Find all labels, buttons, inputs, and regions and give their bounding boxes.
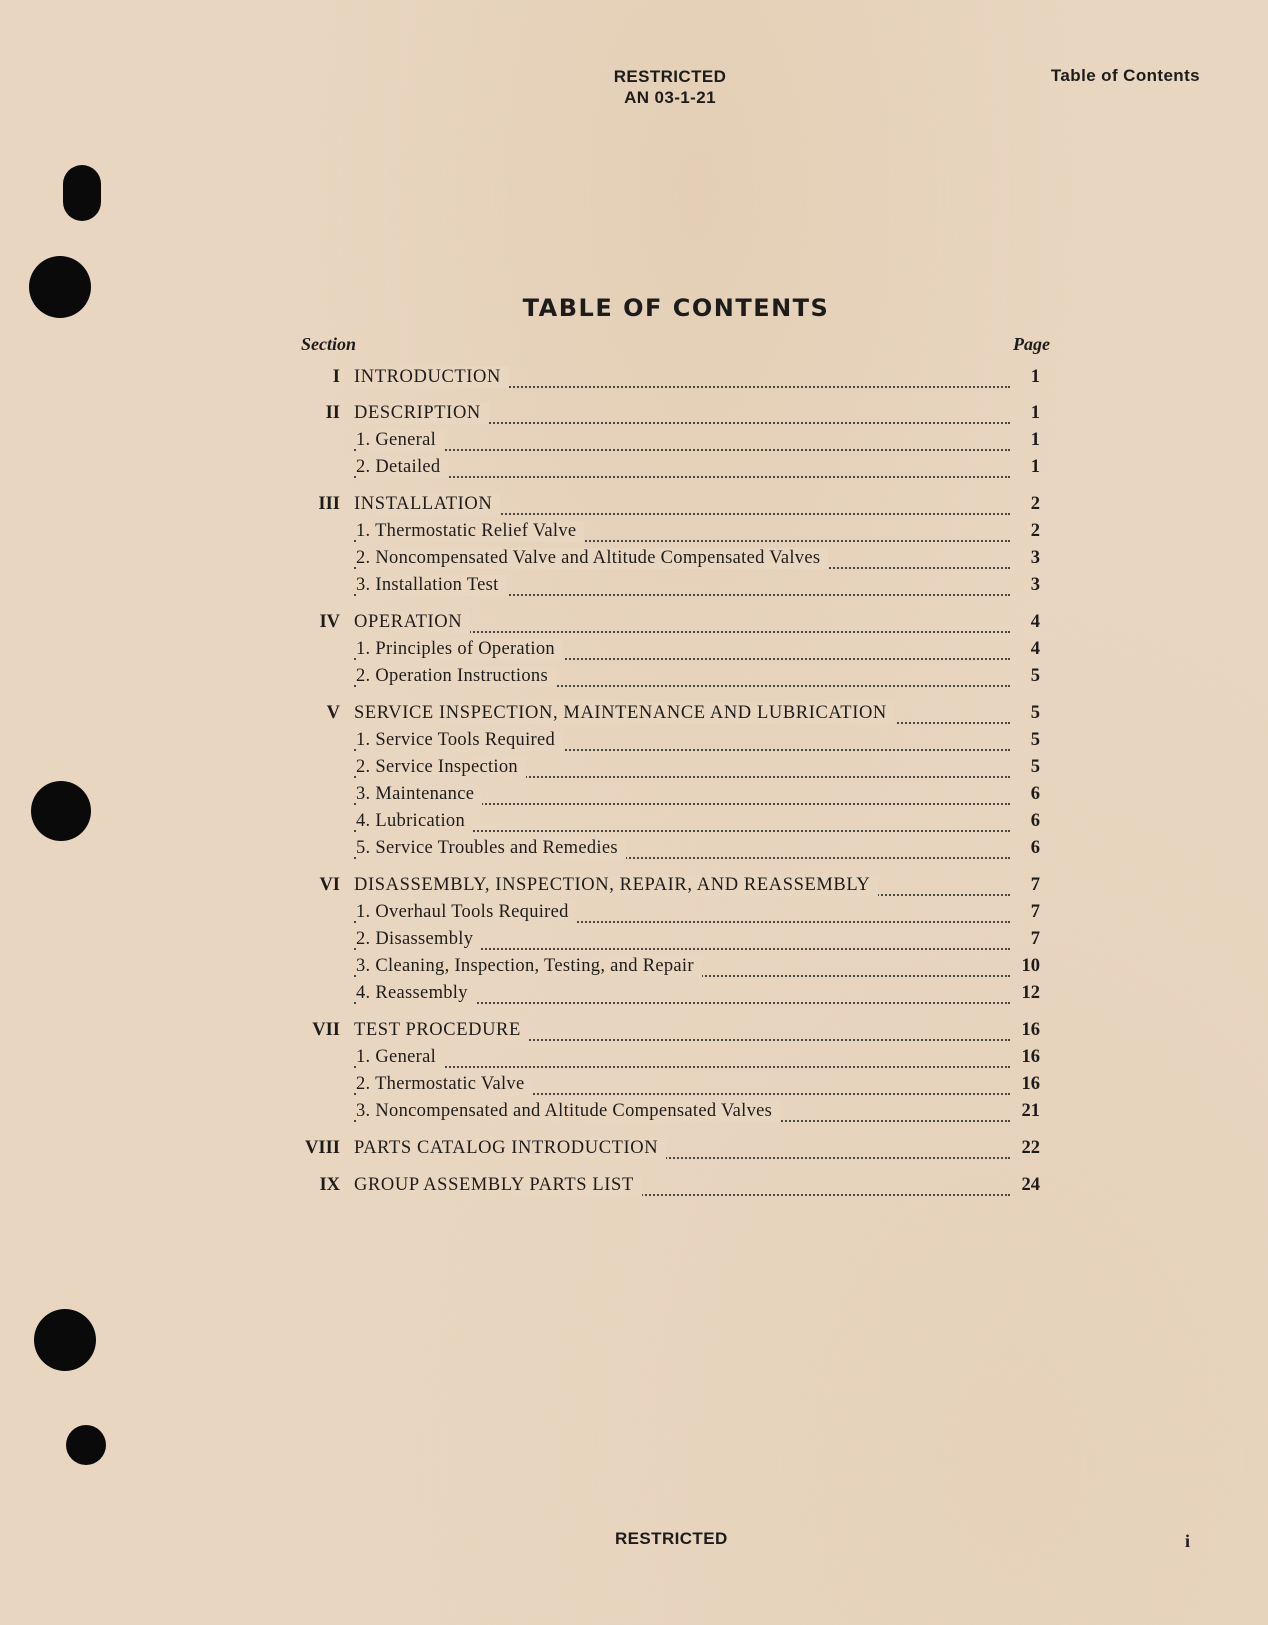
toc-page-number: 3: [1030, 548, 1040, 568]
toc-subsection-entry: [290, 1047, 1050, 1073]
toc-page-number: 5: [1030, 757, 1040, 777]
toc-entry-title: 4. Reassembly: [356, 983, 476, 1004]
toc-subsection-entry: [290, 575, 1050, 601]
toc-page-number: 6: [1030, 811, 1040, 831]
toc-section-entry: [290, 367, 1050, 393]
toc-entry-title: TEST PROCEDURE: [354, 1020, 529, 1041]
toc-page-number: 7: [1030, 902, 1040, 922]
toc-section-number: I: [332, 367, 340, 387]
toc-page-number: 4: [1030, 612, 1040, 632]
toc-section-number: VI: [319, 875, 340, 895]
toc-section-entry: [290, 703, 1050, 729]
toc-section-number: IV: [319, 612, 340, 632]
header-classification: RESTRICTED: [613, 67, 727, 86]
toc-subsection-entry: [290, 784, 1050, 810]
toc-entry-title: 2. Detailed: [356, 457, 448, 478]
toc-page-number: 7: [1030, 929, 1040, 949]
dot-leader: [354, 449, 1010, 451]
header-document-number: AN 03-1-21: [624, 88, 716, 107]
toc-subsection-entry: [290, 929, 1050, 955]
section-column-heading: Section: [301, 334, 357, 354]
toc-subsection-entry: [290, 457, 1050, 483]
toc-page-number: 5: [1030, 730, 1040, 750]
toc-page-number: 4: [1030, 639, 1040, 659]
binder-hole-lower: [34, 1309, 96, 1371]
toc-section-number: VII: [312, 1020, 340, 1040]
toc-entry-title: 1. General: [356, 430, 444, 451]
toc-subsection-entry: [290, 430, 1050, 456]
toc-section-entry: [290, 612, 1050, 638]
header-running-title: Table of Contents: [1050, 66, 1200, 85]
toc-entry-title: 5. Service Troubles and Remedies: [356, 838, 626, 859]
page-column-heading: Page: [1013, 334, 1050, 354]
toc-page-number: 6: [1030, 838, 1040, 858]
toc-entry-title: 2. Thermostatic Valve: [356, 1074, 532, 1095]
toc-entry-title: 3. Installation Test: [356, 575, 507, 596]
toc-page-number: 16: [1021, 1074, 1040, 1094]
toc-page-number: 24: [1021, 1175, 1040, 1195]
toc-subsection-entry: [290, 757, 1050, 783]
toc-page-number: 22: [1021, 1138, 1040, 1158]
toc-section-entry: [290, 1138, 1050, 1164]
dot-leader: [354, 476, 1010, 478]
toc-subsection-entry: [290, 838, 1050, 864]
toc-page-number: 12: [1021, 983, 1040, 1003]
toc-subsection-entry: [290, 730, 1050, 756]
toc-page-number: 6: [1030, 784, 1040, 804]
toc-entry-title: GROUP ASSEMBLY PARTS LIST: [354, 1175, 642, 1196]
toc-section-number: IX: [319, 1175, 340, 1195]
toc-page-number: 7: [1030, 875, 1040, 895]
toc-section-entry: [290, 1175, 1050, 1201]
toc-section-number: II: [325, 403, 340, 423]
toc-title: TABLE OF CONTENTS: [522, 294, 830, 322]
toc-subsection-entry: [290, 811, 1050, 837]
toc-section-entry: [290, 494, 1050, 520]
toc-page-number: 16: [1021, 1047, 1040, 1067]
toc-page-number: 2: [1030, 494, 1040, 514]
toc-subsection-entry: [290, 666, 1050, 692]
toc-entry-title: DESCRIPTION: [354, 403, 489, 424]
toc-subsection-entry: [290, 521, 1050, 547]
binder-hole-middle: [31, 781, 91, 841]
toc-page-number: 2: [1030, 521, 1040, 541]
toc-entry-title: 2. Noncompensated Valve and Altitude Compensated Valves: [356, 548, 828, 569]
toc-section-number: V: [326, 703, 340, 723]
toc-page-number: 5: [1030, 703, 1040, 723]
toc-entry-title: 1. Service Tools Required: [356, 730, 563, 751]
toc-entry-title: 3. Noncompensated and Altitude Compensated Valves: [356, 1101, 780, 1122]
dot-leader: [354, 1066, 1010, 1068]
toc-entry-title: OPERATION: [354, 612, 470, 633]
toc-entry-title: 4. Lubrication: [356, 811, 473, 832]
toc-entry-title: 3. Cleaning, Inspection, Testing, and Repair: [356, 956, 702, 977]
toc-page-number: 1: [1030, 367, 1040, 387]
toc-entry-title: PARTS CATALOG INTRODUCTION: [354, 1138, 666, 1159]
toc-page-number: 3: [1030, 575, 1040, 595]
toc-subsection-entry: [290, 639, 1050, 665]
toc-entry-title: 2. Operation Instructions: [356, 666, 556, 687]
binder-hole-top: [63, 165, 101, 221]
toc-page-number: 10: [1021, 956, 1040, 976]
toc-entry-title: DISASSEMBLY, INSPECTION, REPAIR, AND REASSEMBLY: [354, 875, 878, 896]
toc-entry-title: INSTALLATION: [354, 494, 500, 515]
toc-section-number: III: [318, 494, 340, 514]
toc-subsection-entry: [290, 983, 1050, 1009]
toc-entry-title: INTRODUCTION: [354, 367, 509, 388]
toc-subsection-entry: [290, 548, 1050, 574]
toc-page-number: 1: [1030, 457, 1040, 477]
toc-section-number: VIII: [305, 1138, 340, 1158]
toc-section-entry: [290, 1020, 1050, 1046]
toc-subsection-entry: [290, 902, 1050, 928]
toc-entry-title: 3. Maintenance: [356, 784, 482, 805]
toc-entry-title: 1. Principles of Operation: [356, 639, 563, 660]
binder-hole-bottom: [66, 1425, 106, 1465]
toc-entry-title: 2. Disassembly: [356, 929, 481, 950]
page-number: i: [1185, 1531, 1191, 1551]
toc-entry-title: SERVICE INSPECTION, MAINTENANCE AND LUBRICATION: [354, 703, 895, 724]
toc-page-number: 1: [1030, 403, 1040, 423]
toc-subsection-entry: [290, 956, 1050, 982]
toc-page-number: 1: [1030, 430, 1040, 450]
toc-subsection-entry: [290, 1101, 1050, 1127]
toc-entry-title: 1. Thermostatic Relief Valve: [356, 521, 584, 542]
footer-classification: RESTRICTED: [615, 1529, 728, 1548]
toc-section-entry: [290, 403, 1050, 429]
toc-entry-title: 1. General: [356, 1047, 444, 1068]
header-center: [560, 66, 780, 108]
toc-section-entry: [290, 875, 1050, 901]
toc-entry-title: 1. Overhaul Tools Required: [356, 902, 577, 923]
toc-page-number: 16: [1021, 1020, 1040, 1040]
toc-page-number: 5: [1030, 666, 1040, 686]
toc-subsection-entry: [290, 1074, 1050, 1100]
toc-entry-title: 2. Service Inspection: [356, 757, 526, 778]
toc-page-number: 21: [1021, 1101, 1040, 1121]
